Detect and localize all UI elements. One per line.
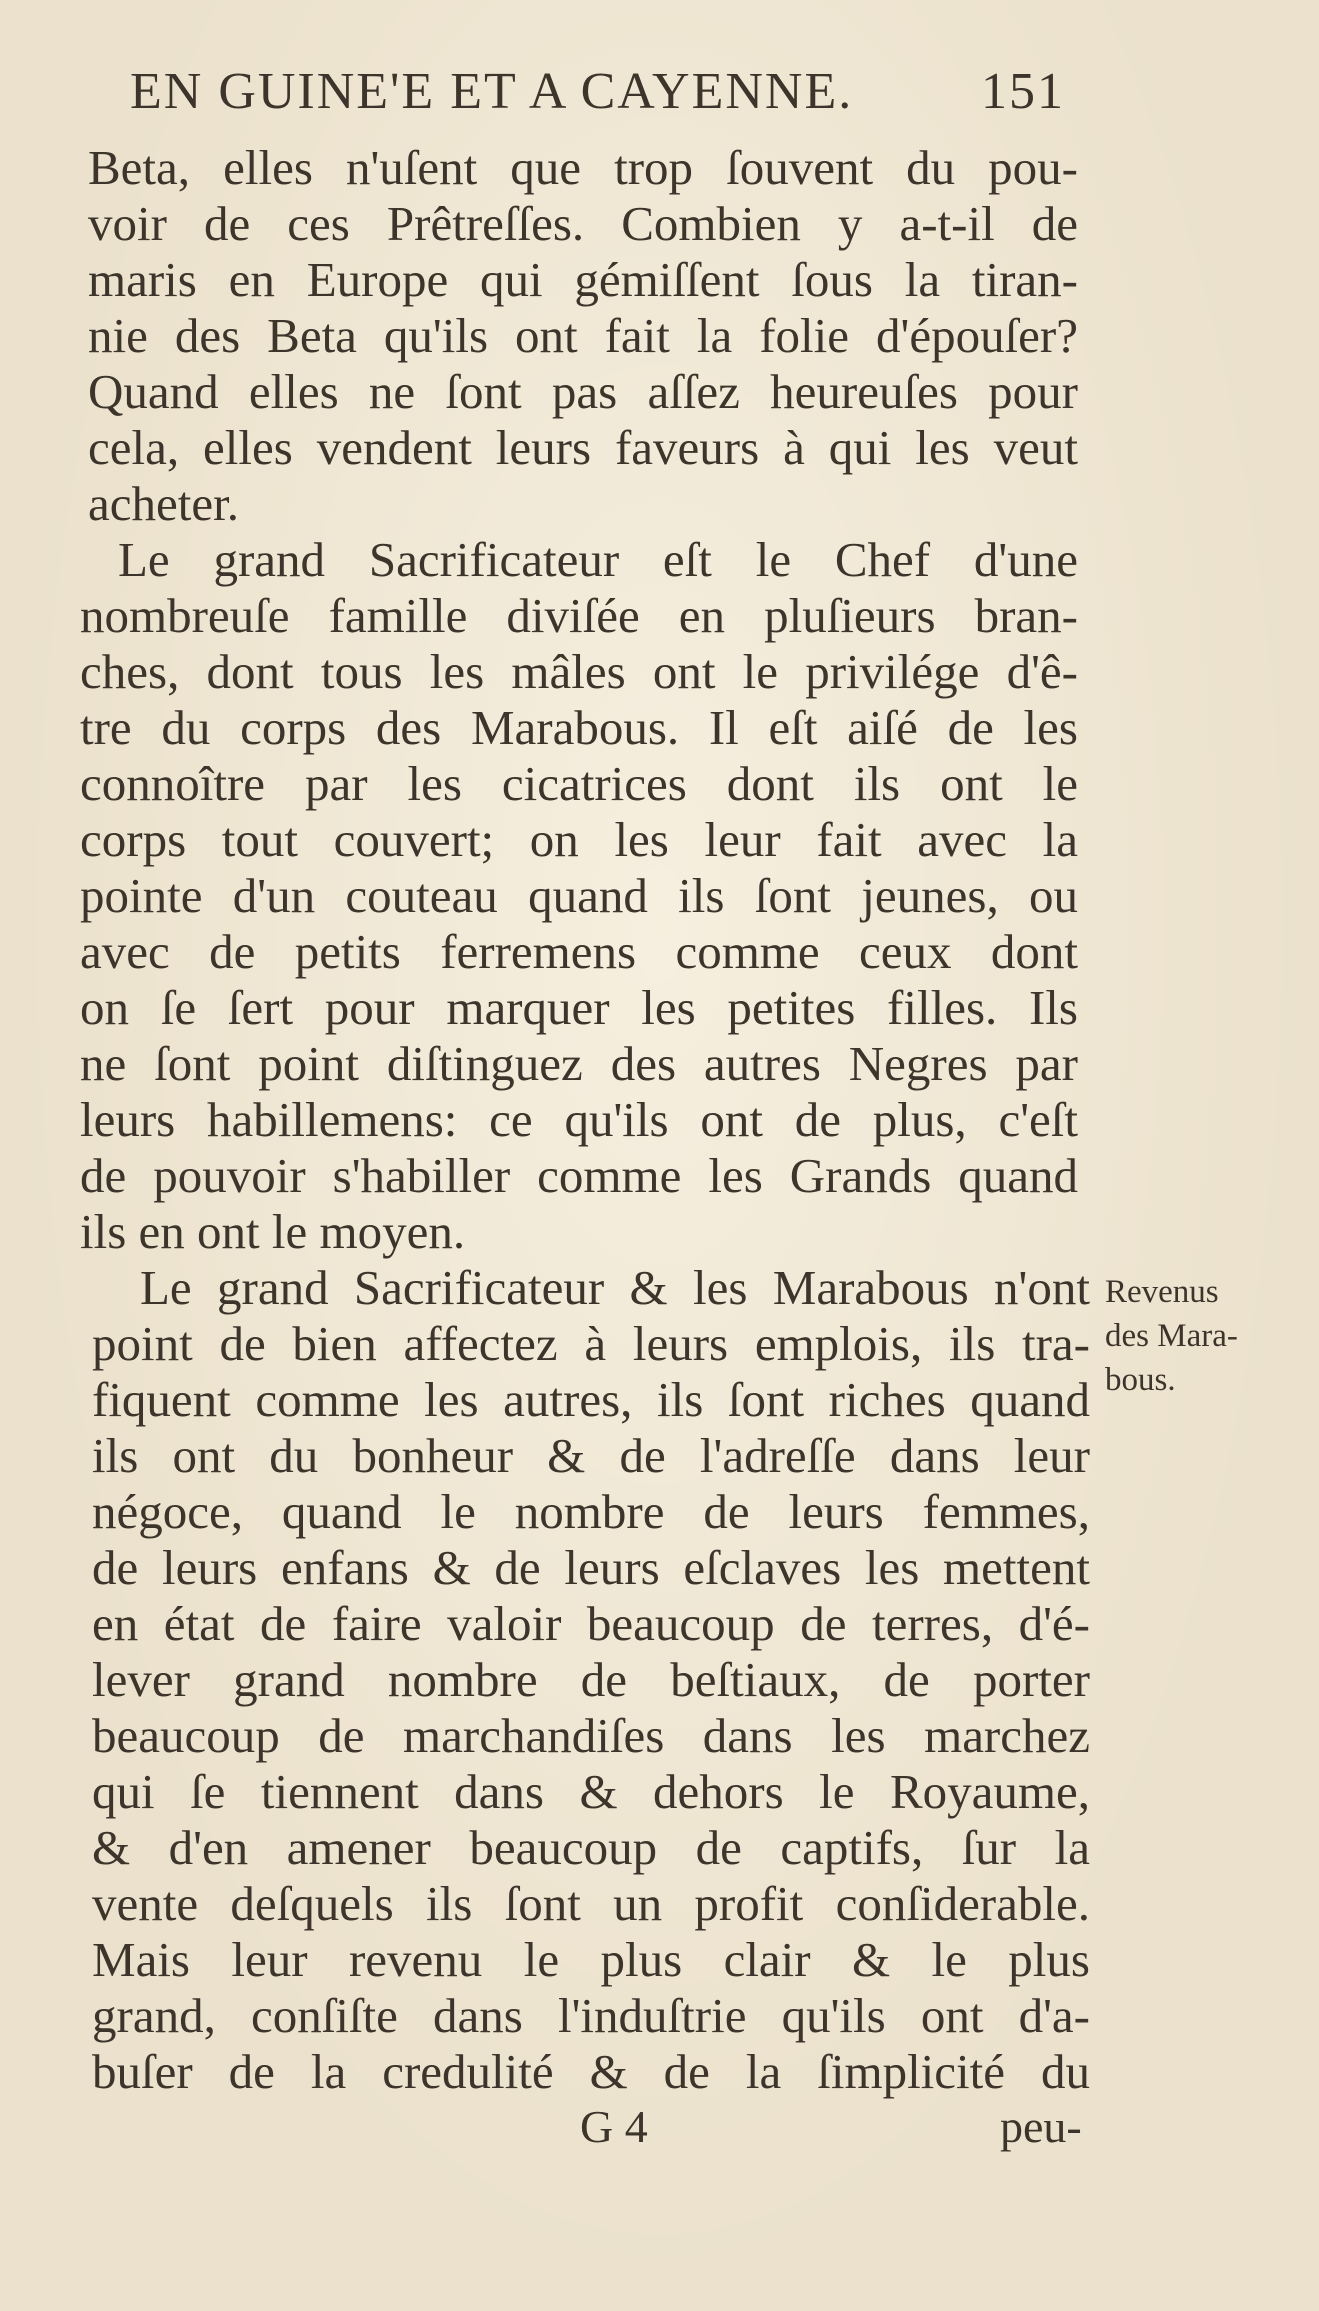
text-line: lever grand nombre de beſtiaux, de porter — [92, 1652, 1090, 1707]
text-line: fiquent comme les autres, ils ſont riches quand — [92, 1372, 1090, 1427]
running-title: EN GUINE'E ET A CAYENNE. — [130, 63, 854, 120]
text-line: corps tout couvert; on les leur fait avec la — [80, 812, 1078, 867]
text-line: voir de ces Prêtreſſes. Combien y a-t-il de — [88, 196, 1078, 251]
text-line: qui ſe tiennent dans & dehors le Royaume, — [92, 1764, 1090, 1819]
text-line: négoce, quand le nombre de leurs femmes, — [92, 1484, 1090, 1539]
catchword: peu- — [1000, 2101, 1082, 2152]
text-line: Le grand Sacrificateur eſt le Chef d'une — [118, 532, 1078, 587]
text-line: beaucoup de marchandiſes dans les marchez — [92, 1708, 1090, 1763]
page-footer — [0, 2100, 1319, 2170]
text-line: ils en ont le moyen. — [80, 1204, 466, 1259]
text-line: nombreuſe famille diviſée en pluſieurs bran- — [80, 588, 1078, 643]
text-line: vente deſquels ils ſont un profit conſiderable. — [92, 1876, 1090, 1931]
text-line: Mais leur revenu le plus clair & le plus — [92, 1932, 1090, 1987]
text-line: ches, dont tous les mâles ont le privilége d'ê- — [80, 644, 1078, 699]
text-line: point de bien affectez à leurs emplois, ils tra- — [92, 1316, 1090, 1371]
text-line: Quand elles ne ſont pas aſſez heureuſes pour — [88, 364, 1078, 419]
text-line: buſer de la credulité & de la ſimplicité du — [92, 2044, 1090, 2099]
text-line: en état de faire valoir beaucoup de terres, d'é- — [92, 1596, 1090, 1651]
margin-note-line: bous. — [1105, 1362, 1176, 1398]
margin-note — [1105, 1270, 1305, 1402]
text-line: Le grand Sacrificateur & les Marabous n'ont — [140, 1260, 1090, 1315]
text-line: ne ſont point diſtinguez des autres Negres par — [80, 1036, 1078, 1091]
page-number: 151 — [981, 63, 1065, 120]
page-header — [130, 62, 1065, 132]
text-line: grand, conſiſte dans l'induſtrie qu'ils ont d'a- — [92, 1988, 1090, 2043]
text-line: Beta, elles n'uſent que trop ſouvent du pou- — [88, 140, 1078, 195]
text-line: avec de petits ferremens comme ceux dont — [80, 924, 1078, 979]
text-line: tre du corps des Marabous. Il eſt aiſé de les — [80, 700, 1078, 755]
margin-note-line: Revenus — [1105, 1274, 1219, 1310]
text-line: maris en Europe qui gémiſſent ſous la tiran- — [88, 252, 1078, 307]
text-line: & d'en amener beaucoup de captifs, ſur la — [92, 1820, 1090, 1875]
text-line: nie des Beta qu'ils ont fait la folie d'épouſer? — [88, 308, 1078, 363]
text-line: on ſe ſert pour marquer les petites filles. Ils — [80, 980, 1078, 1035]
text-line: pointe d'un couteau quand ils ſont jeunes, ou — [80, 868, 1078, 923]
signature-mark: G 4 — [580, 2101, 648, 2152]
text-line: leurs habillemens: ce qu'ils ont de plus, c'eſt — [80, 1092, 1078, 1147]
text-line: connoître par les cicatrices dont ils ont le — [80, 756, 1078, 811]
text-line: ils ont du bonheur & de l'adreſſe dans leur — [92, 1428, 1090, 1483]
text-line: de pouvoir s'habiller comme les Grands quand — [80, 1148, 1078, 1203]
text-line: cela, elles vendent leurs faveurs à qui les veut — [88, 420, 1078, 475]
text-line: de leurs enfans & de leurs eſclaves les mettent — [92, 1540, 1090, 1595]
text-line: acheter. — [88, 476, 239, 531]
margin-note-line: des Mara- — [1105, 1318, 1238, 1354]
